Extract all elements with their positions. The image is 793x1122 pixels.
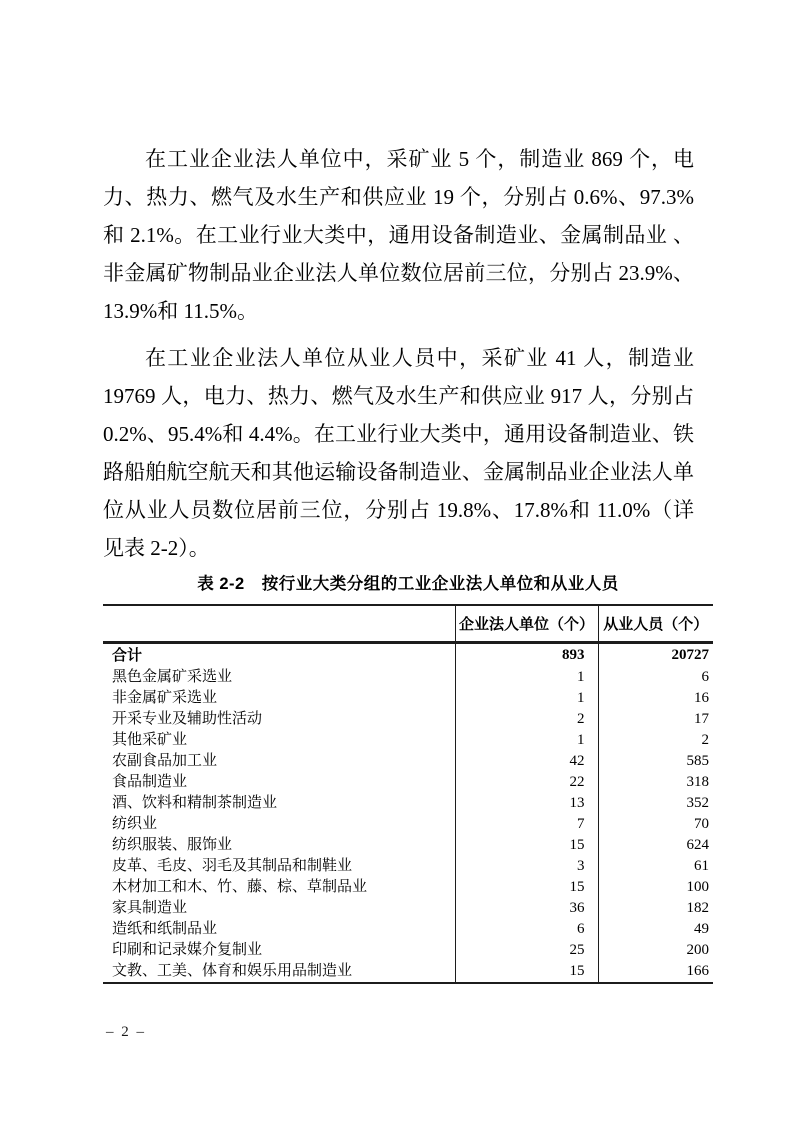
industry-name-cell: 家具制造业 bbox=[112, 899, 188, 916]
table-row bbox=[103, 772, 713, 793]
table-header-row bbox=[103, 605, 713, 642]
employees-cell: 17 bbox=[598, 709, 713, 730]
employees-cell: 200 bbox=[598, 940, 713, 961]
table-row bbox=[103, 961, 713, 983]
units-cell: 1 bbox=[455, 667, 598, 688]
body-text bbox=[103, 140, 694, 567]
industry-name-cell: 酒、饮料和精制茶制造业 bbox=[112, 794, 278, 811]
table-row-total bbox=[103, 642, 713, 667]
units-cell: 42 bbox=[455, 751, 598, 772]
industry-name-cell: 木材加工和木、竹、藤、棕、草制品业 bbox=[112, 878, 368, 895]
industry-table bbox=[103, 604, 713, 984]
industry-name-cell: 纺织业 bbox=[112, 815, 158, 832]
employees-cell: 20727 bbox=[598, 642, 713, 667]
units-cell: 36 bbox=[455, 898, 598, 919]
table-row bbox=[103, 709, 713, 730]
table-row bbox=[103, 877, 713, 898]
units-cell: 2 bbox=[455, 709, 598, 730]
industry-name-cell: 文教、工美、体育和娱乐用品制造业 bbox=[103, 961, 455, 983]
units-cell: 1 bbox=[455, 730, 598, 751]
industry-name-cell: 其他采矿业 bbox=[112, 731, 188, 748]
page-number: – 2 – bbox=[106, 1024, 146, 1040]
units-cell: 7 bbox=[455, 814, 598, 835]
industry-name-cell: 食品制造业 bbox=[112, 773, 188, 790]
employees-cell: 2 bbox=[598, 730, 713, 751]
industry-name-cell: 合计 bbox=[112, 646, 143, 664]
units-cell: 13 bbox=[455, 793, 598, 814]
header-industry bbox=[103, 605, 455, 642]
industry-name-cell: 纺织服装、服饰业 bbox=[112, 836, 233, 853]
industry-name-cell: 皮革、毛皮、羽毛及其制品和制鞋业 bbox=[112, 857, 353, 874]
units-cell: 25 bbox=[455, 940, 598, 961]
paragraph-legal-units: 在工业企业法人单位中，采矿业 5 个，制造业 869 个，电力、热力、燃气及水生产和供应业 19 个，分别占 0.6%、97.3%和 2.1%。在工业行业大类中，通用设备制造业、金属制品业 、非金属矿物制品业企业法人单位数位居前三位，分别占 23.9%、13.9%和 11.5%。 bbox=[103, 147, 694, 323]
employees-cell: 624 bbox=[598, 835, 713, 856]
header-employees: 从业人员（个） bbox=[598, 605, 713, 642]
units-cell: 6 bbox=[455, 919, 598, 940]
industry-name-cell: 农副食品加工业 bbox=[112, 752, 218, 769]
table-row bbox=[103, 667, 713, 688]
employees-cell: 182 bbox=[598, 898, 713, 919]
table-row bbox=[103, 793, 713, 814]
paragraph-employees: 在工业企业法人单位从业人员中，采矿业 41 人，制造业 19769 人，电力、热力、燃气及水生产和供应业 917 人，分别占 0.2%、95.4%和 4.4%。在工业行业大类中，通用设备制造业、铁路船舶航空航天和其他运输设备制造业、金属制品业企业法人单位从业人员数位居前三位，分别占 19.8%、17.8%和 11.0%（详见表 2-2）。 bbox=[103, 346, 694, 560]
table-title: 表 2-2 按行业大类分组的工业企业法人单位和从业人员 bbox=[197, 575, 619, 593]
industry-name-cell: 黑色金属矿采选业 bbox=[112, 668, 233, 685]
table-row bbox=[103, 751, 713, 772]
industry-name-cell: 开采专业及辅助性活动 bbox=[112, 710, 263, 727]
table-row bbox=[103, 940, 713, 961]
table-row bbox=[103, 835, 713, 856]
employees-cell: 70 bbox=[598, 814, 713, 835]
units-cell: 15 bbox=[455, 835, 598, 856]
units-cell: 15 bbox=[455, 961, 598, 983]
industry-name-cell: 印刷和记录媒介复制业 bbox=[112, 941, 263, 958]
units-cell: 22 bbox=[455, 772, 598, 793]
employees-cell: 6 bbox=[598, 667, 713, 688]
units-cell: 893 bbox=[455, 642, 598, 667]
units-cell: 3 bbox=[455, 856, 598, 877]
table-row bbox=[103, 856, 713, 877]
employees-cell: 318 bbox=[598, 772, 713, 793]
industry-name-cell: 造纸和纸制品业 bbox=[112, 920, 218, 937]
units-cell: 15 bbox=[455, 877, 598, 898]
employees-cell: 61 bbox=[598, 856, 713, 877]
table-row bbox=[103, 730, 713, 751]
table-row bbox=[103, 898, 713, 919]
employees-cell: 585 bbox=[598, 751, 713, 772]
table-row bbox=[103, 814, 713, 835]
employees-cell: 352 bbox=[598, 793, 713, 814]
employees-cell: 16 bbox=[598, 688, 713, 709]
industry-name-cell: 非金属矿采选业 bbox=[112, 689, 218, 706]
employees-cell: 49 bbox=[598, 919, 713, 940]
table-row bbox=[103, 688, 713, 709]
units-cell: 1 bbox=[455, 688, 598, 709]
header-legal-units: 企业法人单位（个） bbox=[455, 605, 598, 642]
employees-cell: 166 bbox=[598, 961, 713, 983]
table-row bbox=[103, 919, 713, 940]
employees-cell: 100 bbox=[598, 877, 713, 898]
